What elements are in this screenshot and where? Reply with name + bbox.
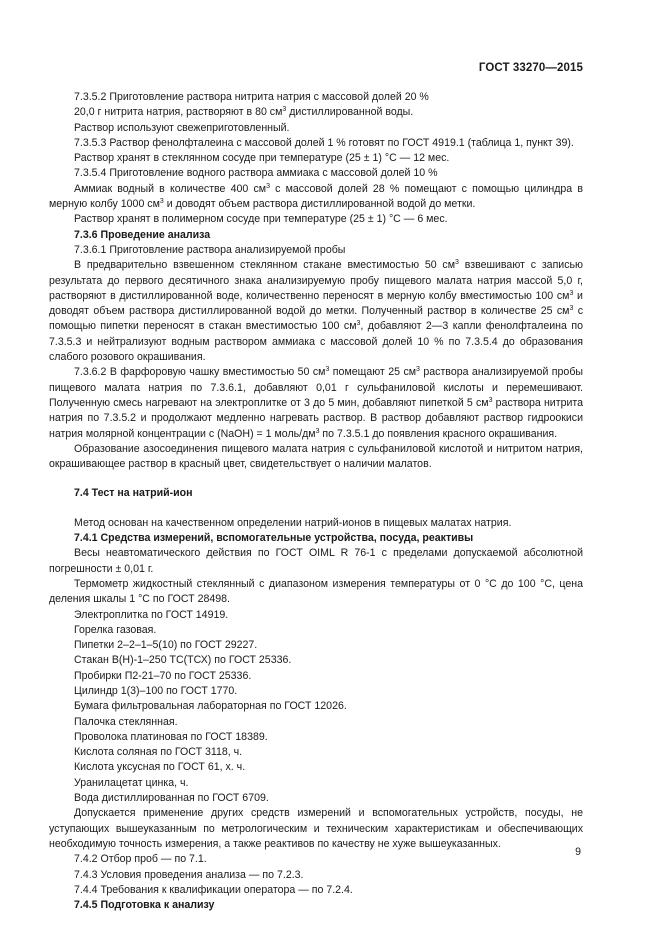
- list-item: [49, 791, 583, 806]
- paragraph: [49, 121, 583, 136]
- superscript: 3: [569, 289, 574, 297]
- text-run: Палочка стеклянная.: [74, 715, 178, 728]
- clause-7-4-2: [49, 852, 583, 867]
- section-7-4-5-heading: [49, 898, 583, 913]
- text-run: взвешивают с записью результата до первого десятичного знака анализируемую пробу пищевого малата натрия массой 5,0 г, растворяют в дистиллированной воде, количественно переносят в мерную колбу вместимостью 100 см: [49, 259, 583, 302]
- superscript: 3: [488, 396, 493, 404]
- text-run: Проволока платиновая по ГОСТ 18389.: [74, 730, 268, 743]
- text-run: 7.3.6.2 В фарфоровую чашку вместимостью 50 см: [74, 366, 326, 379]
- list-item: [49, 608, 583, 623]
- text-run: Образование азосоединения пищевого малата натрия с сульфаниловой кислотой и нитритом натрия, окрашивающее раствор в красный цвет, свидетельствует о наличии малатов.: [49, 442, 583, 471]
- text-run: помещают 25 см: [329, 366, 417, 379]
- clause-7-3-5-2-title: [49, 90, 583, 105]
- text-run: Кислота уксусная по ГОСТ 61, х. ч.: [74, 761, 246, 774]
- text-run: Электроплитка по ГОСТ 14919.: [74, 608, 229, 621]
- standard-header: ГОСТ 33270—2015: [478, 62, 583, 74]
- text-run: Горелка газовая.: [74, 623, 157, 636]
- text-run: Стакан В(Н)-1–250 ТС(ТСХ) по ГОСТ 25336.: [74, 654, 292, 667]
- text-run: Аммиак водный в количестве 400 см: [74, 182, 267, 195]
- list-item: [49, 760, 583, 775]
- superscript: 3: [159, 198, 164, 206]
- text-run: Вода дистиллированная по ГОСТ 6709.: [74, 792, 269, 805]
- list-item: [49, 745, 583, 760]
- section-7-3-6-heading: [49, 228, 583, 243]
- superscript: 3: [356, 320, 361, 328]
- list-item: [49, 638, 583, 653]
- text-run: раствора нитрита натрия по 7.3.5.2 и продолжают медленно нагревать раствор. В раствор добавляют раствор гидроокиси натрия молярной концентрации с (NaOH) = 1 моль/дм: [49, 396, 584, 440]
- text-run: 7.3.5.2 Приготовление раствора нитрита натрия с массовой долей 20 %: [74, 91, 429, 103]
- text-run: Бумага фильтровальная лабораторная по ГОСТ 12026.: [74, 700, 347, 713]
- text-run: и доводят объем раствора дистиллированной водой до метки.: [163, 198, 476, 211]
- clause-7-3-6-1-title: [49, 243, 583, 258]
- text-run: 7.4.3 Условия проведения анализа — по 7.2.3.: [74, 868, 304, 881]
- text-run: , добавляют 2—3 капли фенолфталеина по 7.3.5.3 и нейтрализуют водным раствором аммиака с массовой долей 10 % по 7.3.5.4 до образования слабого розового окрашивания.: [49, 320, 583, 364]
- text-run: Весы неавтоматического действия по ГОСТ OIML R 76-1 с пределами допускаемой абсолютной погрешности ± 0,01 г.: [49, 547, 583, 575]
- section-7-4-heading: [49, 486, 583, 501]
- list-item: [49, 577, 583, 608]
- paragraph: [49, 258, 583, 365]
- text-run: Раствор хранят в полимерном сосуде при температуре (25 ± 1) °С — 6 мес.: [74, 213, 448, 226]
- text-run: 7.3.5.4 Приготовление водного раствора аммиака с массовой долей 10 %: [74, 167, 438, 180]
- text-run: с массовой долей 28 % помещают с помощью цилиндра в мерную колбу 1000 см: [49, 182, 583, 211]
- text-run: Допускается применение других средств измерений и вспомогательных устройств, посуды, не уступающих вышеуказанным по метрологическим и техническим характеристикам и обеспечивающих необходимую точность измерения, а также реактивов по качеству не хуже вышеуказанных.: [49, 807, 583, 850]
- text-run: 7.4 Тест на натрий-ион: [74, 487, 193, 500]
- document-body: [49, 90, 583, 913]
- list-item: [49, 776, 583, 791]
- text-run: Пробирки П2-21–70 по ГОСТ 25336.: [74, 669, 252, 682]
- text-run: 7.4.1 Средства измерений, вспомогательные устройства, посуда, реактивы: [74, 532, 474, 545]
- text-run: 7.4.2 Отбор проб — по 7.1.: [74, 853, 207, 866]
- text-run: Кислота соляная по ГОСТ 3118, ч.: [74, 746, 243, 759]
- list-item: [49, 546, 583, 577]
- text-run: 7.3.6.1 Приготовление раствора анализируемой пробы: [74, 243, 346, 256]
- text-run: 20,0 г нитрита натрия, растворяют в 80 см: [74, 106, 283, 119]
- paragraph: [49, 182, 583, 213]
- text-run: с помощью пипетки переносят в стакан вместимостью 100 см: [49, 305, 583, 333]
- text-run: и доводят объем раствора дистиллированной водой до метки. Полученный раствор в количестве 25 см: [49, 289, 583, 318]
- text-run: 7.4.4 Требования к квалификации оператора — по 7.2.4.: [74, 883, 353, 896]
- list-item: [49, 715, 583, 730]
- text-run: 7.4.5 Подготовка к анализу: [74, 899, 215, 912]
- text-run: 7.3.6 Проведение анализа: [74, 228, 211, 241]
- text-run: В предварительно взвешенном стеклянном стакане вместимостью 50 см: [74, 259, 456, 272]
- text-run: раствора анализируемой пробы пищевого малата натрия по 7.3.6.1, добавляют 0,01 г сульфаниловой кислоты и перемешивают. Полученную смесь нагревают на электроплитке от 3 до 5 мин, добавляют пипеткой 5 см: [49, 366, 584, 409]
- list-item: [49, 623, 583, 638]
- text-run: по 7.3.5.1 до появления красного окрашивания.: [319, 427, 558, 440]
- superscript: 3: [416, 366, 420, 374]
- paragraph: [49, 806, 583, 852]
- superscript: 3: [266, 182, 270, 190]
- clause-7-4-4: [49, 883, 583, 898]
- list-item: [49, 669, 583, 684]
- text-run: Метод основан на качественном определении натрий-ионов в пищевых малатах натрия.: [74, 516, 512, 529]
- list-item: [49, 730, 583, 745]
- paragraph: [49, 442, 583, 473]
- clause-7-3-6-2: [49, 365, 583, 441]
- superscript: 3: [455, 259, 459, 267]
- list-item: [49, 699, 583, 714]
- superscript: 3: [325, 366, 330, 374]
- text-run: дистиллированной воды.: [286, 106, 414, 119]
- text-run: Пипетки 2–2–1–5(10) по ГОСТ 29227.: [74, 639, 258, 652]
- paragraph: [49, 105, 583, 120]
- superscript: 3: [282, 106, 287, 114]
- clause-7-3-5-3: [49, 136, 583, 151]
- list-item: [49, 653, 583, 668]
- text-run: 7.3.5.3 Раствор фенолфталеина с массовой долей 1 % готовят по ГОСТ 4919.1 (таблица 1, пункт 39).: [74, 136, 574, 149]
- section-7-4-1-heading: [49, 531, 583, 546]
- list-item: [49, 684, 583, 699]
- text-run: Раствор используют свежеприготовленный.: [74, 121, 290, 134]
- paragraph: [49, 212, 583, 227]
- text-run: Термометр жидкостный стеклянный с диапазоном измерения температуры от 0 °С до 100 °С, цена деления шкалы 1 °С по ГОСТ 28498.: [49, 577, 583, 606]
- page-number: 9: [575, 846, 581, 858]
- clause-7-3-5-4-title: [49, 166, 583, 181]
- text-run: Цилиндр 1(3)–100 по ГОСТ 1770.: [74, 684, 238, 697]
- paragraph: [49, 151, 583, 166]
- text-run: Раствор хранят в стеклянном сосуде при температуре (25 ± 1) °С — 12 мес.: [74, 152, 450, 165]
- paragraph: [49, 516, 583, 531]
- superscript: 3: [569, 305, 574, 313]
- text-run: Уранилацетат цинка, ч.: [74, 776, 189, 789]
- superscript: 3: [315, 427, 320, 435]
- clause-7-4-3: [49, 868, 583, 883]
